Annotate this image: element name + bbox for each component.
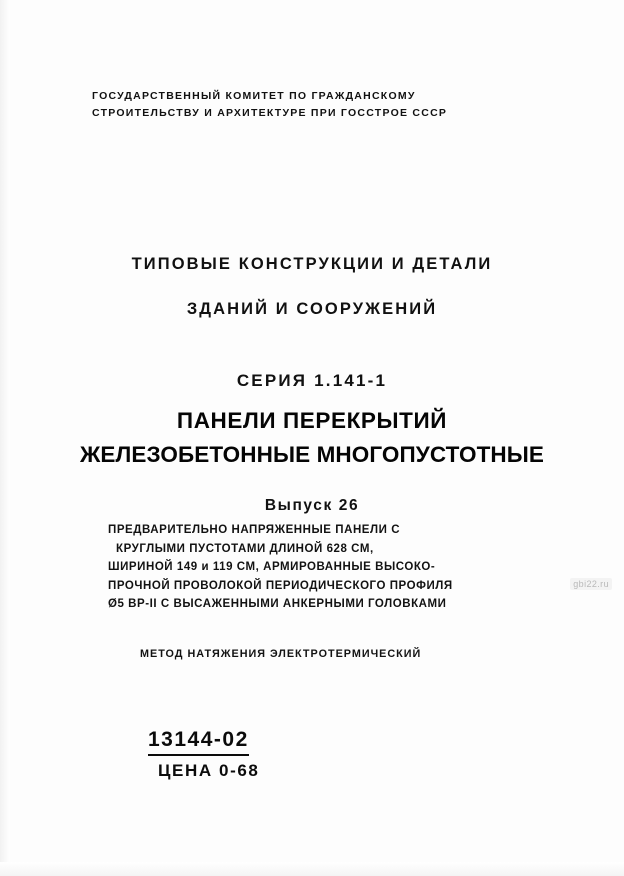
description-line: ПРОЧНОЙ ПРОВОЛОКОЙ ПЕРИОДИЧЕСКОГО ПРОФИЛЯ (108, 579, 453, 592)
document-code-number: 13144-02 (148, 728, 249, 756)
issue-number: Выпуск 26 (264, 497, 360, 514)
organization-header (92, 88, 532, 122)
document-title-line-2: ЖЕЛЕЗОБЕТОННЫЕ МНОГОПУСТОТНЫЕ (79, 442, 544, 467)
watermark: gbi22.ru (570, 578, 612, 590)
organization-line-2: СТРОИТЕЛЬСТВУ И АРХИТЕКТУРЕ ПРИ ГОССТРОЕ СССР (92, 107, 448, 119)
series-heading-line-2: ЗДАНИЙ И СООРУЖЕНИЙ (186, 300, 438, 318)
description-line: Ø5 ВР-II С ВЫСАЖЕННЫМИ АНКЕРНЫМИ ГОЛОВКАМИ (108, 598, 447, 611)
page-edge-shading-bottom (0, 862, 624, 876)
description-line: ШИРИНОЙ 149 и 119 СМ, АРМИРОВАННЫЕ ВЫСОКО- (108, 561, 436, 574)
description-block (108, 521, 540, 614)
document-title-line-1: ПАНЕЛИ ПЕРЕКРЫТИЙ (176, 408, 448, 433)
series-number: СЕРИЯ 1.141-1 (236, 371, 388, 390)
organization-line-1: ГОСУДАРСТВЕННЫЙ КОМИТЕТ ПО ГРАЖДАНСКОМУ (92, 90, 416, 102)
scan-artifact (8, 858, 30, 868)
description-line: КРУГЛЫМИ ПУСТОТАМИ ДЛИНОЙ 628 СМ, (116, 542, 374, 555)
tensioning-method-note: МЕТОД НАТЯЖЕНИЯ ЭЛЕКТРОТЕРМИЧЕСКИЙ (140, 648, 422, 660)
series-block (0, 252, 624, 515)
price-label: ЦЕНА 0-68 (158, 761, 260, 780)
code-block (148, 728, 348, 781)
description-line: ПРЕДВАРИТЕЛЬНО НАПРЯЖЕННЫЕ ПАНЕЛИ С (108, 524, 401, 536)
series-heading-line-1: ТИПОВЫЕ КОНСТРУКЦИИ И ДЕТАЛИ (131, 255, 493, 273)
